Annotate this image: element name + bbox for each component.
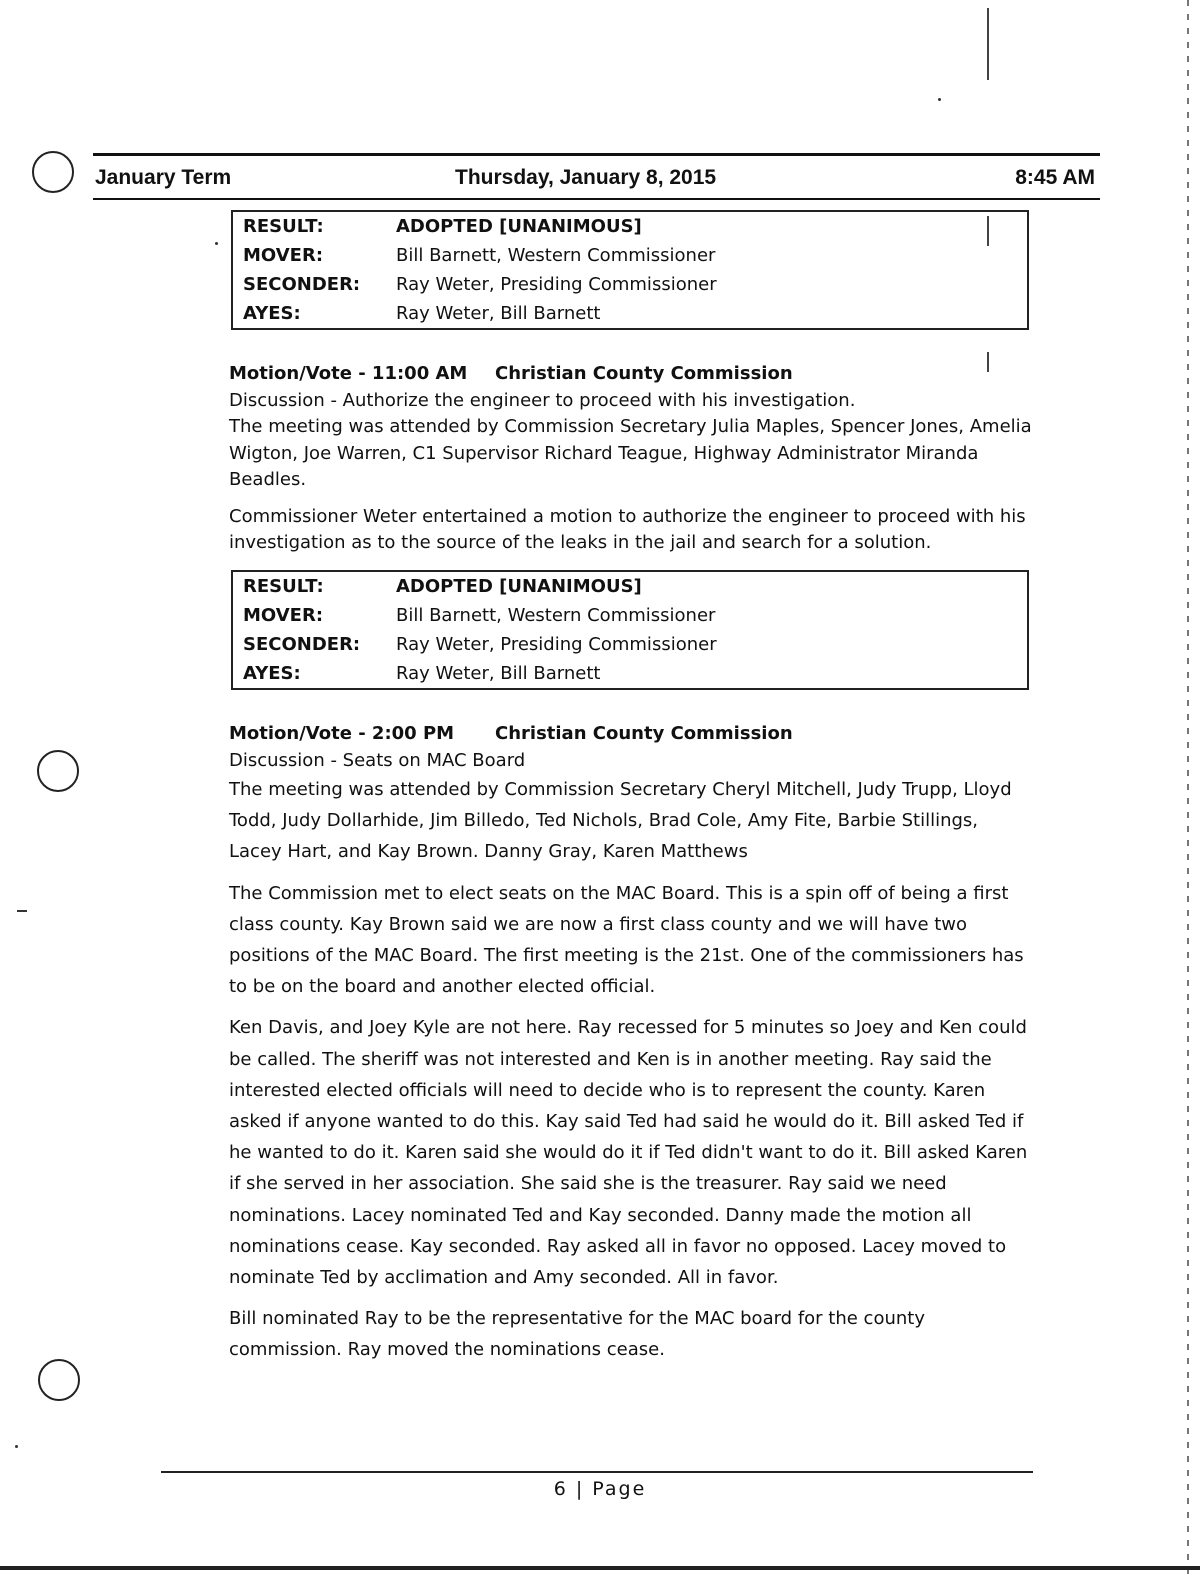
ayes-label: AYES: (243, 303, 301, 324)
seconder-value: Ray Weter, Presiding Commissioner (396, 634, 717, 655)
scan-speck (15, 1445, 18, 1448)
mover-row (233, 241, 1027, 270)
ayes-value: Ray Weter, Bill Barnett (396, 663, 601, 684)
result-label: RESULT: (243, 216, 324, 237)
scan-page-edge (1187, 0, 1189, 1578)
result-value: ADOPTED [UNANIMOUS] (396, 216, 642, 237)
ayes-row (233, 659, 1027, 688)
footer-rule (161, 1471, 1033, 1473)
seconder-value: Ray Weter, Presiding Commissioner (396, 274, 717, 295)
minutes-paragraph: Bill nominated Ray to be the representative for the MAC board for the county commission. Ray moved the nominations cease. (229, 1308, 925, 1361)
mover-label: MOVER: (243, 605, 324, 626)
vote-result-box (231, 570, 1029, 690)
mover-row (233, 601, 1027, 630)
ayes-value: Ray Weter, Bill Barnett (396, 303, 601, 324)
meeting-date: Thursday, January 8, 2015 (455, 166, 717, 189)
attendance-paragraph: The meeting was attended by Commission Secretary Cheryl Mitchell, Judy Trupp, Lloyd Todd, Judy Dollarhide, Jim Billedo, Ted Nichols, Brad Cole, Amy Fite, Barbie Stillings, Lacey Hart, and Kay Brown. Danny Gray, Karen Matthews (229, 779, 1012, 863)
header-top-rule (93, 153, 1100, 156)
page-header (95, 166, 1105, 192)
motion-item (229, 361, 1039, 557)
punch-hole-middle (37, 750, 79, 792)
scan-speck (215, 242, 218, 245)
motion-time: Motion/Vote - 11:00 AM (229, 363, 468, 384)
seconder-row (233, 630, 1027, 659)
discussion-line: Discussion - Seats on MAC Board (229, 749, 526, 771)
result-row (233, 212, 1027, 241)
scan-bottom-edge (0, 1566, 1200, 1570)
header-bottom-rule (93, 198, 1100, 200)
motion-paragraph: Commissioner Weter entertained a motion to authorize the engineer to proceed with his investigation as to the source of the leaks in the jail and search for a solution. (229, 505, 1026, 553)
scan-mark (987, 8, 989, 80)
minutes-paragraph: Ken Davis, and Joey Kyle are not here. Ray recessed for 5 minutes so Joey and Ken could be called. The sheriff was not interested and Ken is in another meeting. Ray said the interested elected officials will need to decide who is to represent the county. Karen asked if anyone wanted to do this. Kay said Ted had said he would do it. Bill asked Ted if he wanted to do it. Karen said she would do it if Ted didn't want to do it. Bill asked Karen if she served in her association. She said she is the treasurer. Ray said we need nominations. Lacey nominated Ted and Kay seconded. Danny made the motion all nominations cease. Kay seconded. Ray asked all in favor no opposed. Lacey moved to nominate Ted by acclimation and Amy seconded. All in favor. (229, 1017, 1028, 1289)
motion-body: Christian County Commission (495, 723, 793, 744)
seconder-label: SECONDER: (243, 634, 361, 655)
page-number: 6 | Page (553, 1478, 647, 1500)
scan-speck (17, 910, 27, 912)
motion-time: Motion/Vote - 2:00 PM (229, 723, 455, 744)
scan-speck (938, 98, 941, 101)
term-label: January Term (95, 166, 232, 189)
motion-body: Christian County Commission (495, 363, 793, 384)
mover-value: Bill Barnett, Western Commissioner (396, 605, 716, 626)
ayes-label: AYES: (243, 663, 301, 684)
motion-heading (229, 721, 1029, 748)
discussion-line: Discussion - Authorize the engineer to proceed with his investigation. (229, 389, 856, 411)
motion-item (229, 721, 1029, 1366)
motion-heading (229, 361, 1039, 388)
ayes-row (233, 299, 1027, 328)
mover-label: MOVER: (243, 245, 324, 266)
vote-result-box (231, 210, 1029, 330)
result-row (233, 572, 1027, 601)
result-label: RESULT: (243, 576, 324, 597)
attendance-paragraph: The meeting was attended by Commission Secretary Julia Maples, Spencer Jones, Amelia Wigton, Joe Warren, C1 Supervisor Richard Teague, Highway Administrator Miranda Beadles. (229, 416, 1032, 490)
minutes-paragraph: The Commission met to elect seats on the MAC Board. This is a spin off of being a first class county. Kay Brown said we are now a first class county and we will have two positions of the MAC Board. The first meeting is the 21st. One of the commissioners has to be on the board and another elected official. (229, 882, 1024, 998)
punch-hole-top (32, 151, 74, 193)
seconder-label: SECONDER: (243, 274, 361, 295)
punch-hole-bottom (38, 1359, 80, 1401)
result-value: ADOPTED [UNANIMOUS] (396, 576, 642, 597)
meeting-time: 8:45 AM (1015, 166, 1095, 189)
seconder-row (233, 270, 1027, 299)
mover-value: Bill Barnett, Western Commissioner (396, 245, 716, 266)
